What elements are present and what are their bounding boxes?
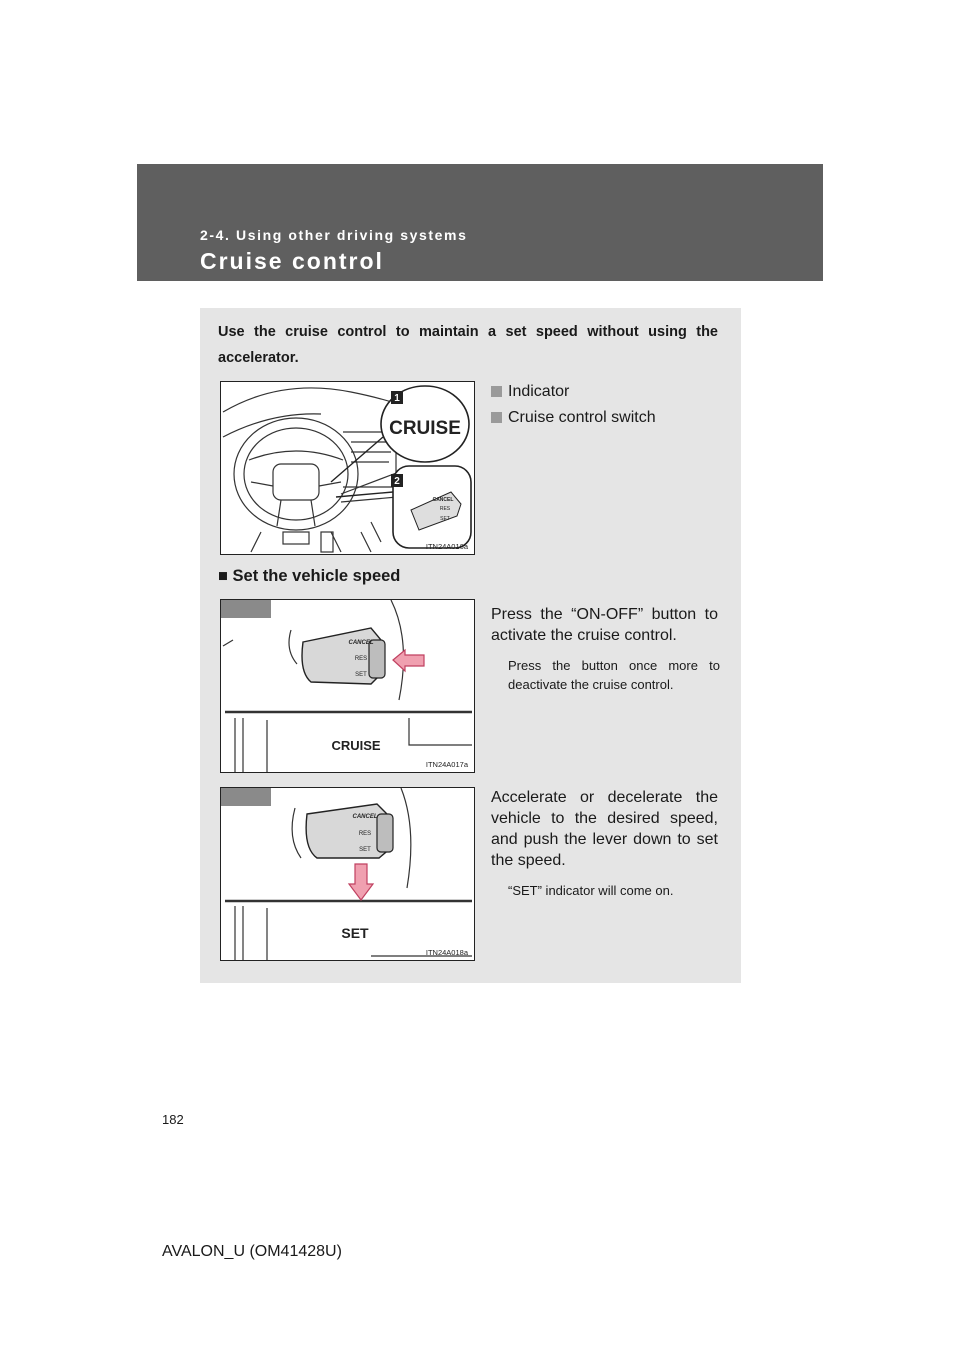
set-label: SET <box>355 672 367 678</box>
step-1-note: Press the button once more to deactivate the cruise control. <box>508 658 720 692</box>
step-2-note: “SET” indicator will come on. <box>508 883 674 898</box>
legend-cruise-switch: Cruise control switch <box>491 409 656 427</box>
res-label: RES <box>358 831 372 837</box>
press-arrow <box>393 650 424 671</box>
set-indicator-label: SET <box>341 925 369 941</box>
legend-indicator: Indicator <box>491 383 569 401</box>
res-label: RES <box>354 656 368 662</box>
step-2-text: Accelerate or decelerate the vehicle to the desired speed, and push the lever down to set the speed. <box>491 789 718 869</box>
push-down-arrow <box>349 864 373 900</box>
callout-2-badge: 2 <box>394 476 400 487</box>
intro-paragraph: Use the cruise control to maintain a set speed without using the accelerator. <box>218 324 718 366</box>
cruise-display-label: CRUISE <box>389 418 461 439</box>
section-label: 2-4. Using other driving systems <box>200 227 468 243</box>
cancel-label: CANCEL <box>432 497 454 503</box>
set-label: SET <box>440 516 450 522</box>
set-speed-figure <box>220 787 475 961</box>
set-speed-illustration <box>221 788 474 960</box>
res-label: RES <box>439 506 451 512</box>
legend-marker <box>491 412 502 423</box>
figure-code: ITN24A018a <box>425 948 468 957</box>
section-subheading: ■ Set the vehicle speed <box>218 567 401 585</box>
steering-wheel-figure <box>220 381 475 555</box>
page-title: Cruise control <box>200 248 384 274</box>
legend-marker <box>491 386 502 397</box>
figure-code: ITN24A017a <box>425 760 468 769</box>
on-off-figure <box>220 599 475 773</box>
figure-code: ITN24A016a <box>425 542 468 551</box>
set-label: SET <box>359 847 371 853</box>
page-number: 182 <box>162 1112 184 1127</box>
cancel-label: CANCEL <box>352 814 378 820</box>
steering-wheel-illustration <box>221 382 474 554</box>
document-code: AVALON_U (OM41428U) <box>162 1243 342 1260</box>
on-off-illustration <box>221 600 474 772</box>
cruise-indicator-label: CRUISE <box>331 738 381 753</box>
cancel-label: CANCEL <box>348 640 374 646</box>
callout-1-badge: 1 <box>394 393 400 404</box>
step-1-text: Press the “ON-OFF” button to activate the cruise control. <box>491 606 718 644</box>
